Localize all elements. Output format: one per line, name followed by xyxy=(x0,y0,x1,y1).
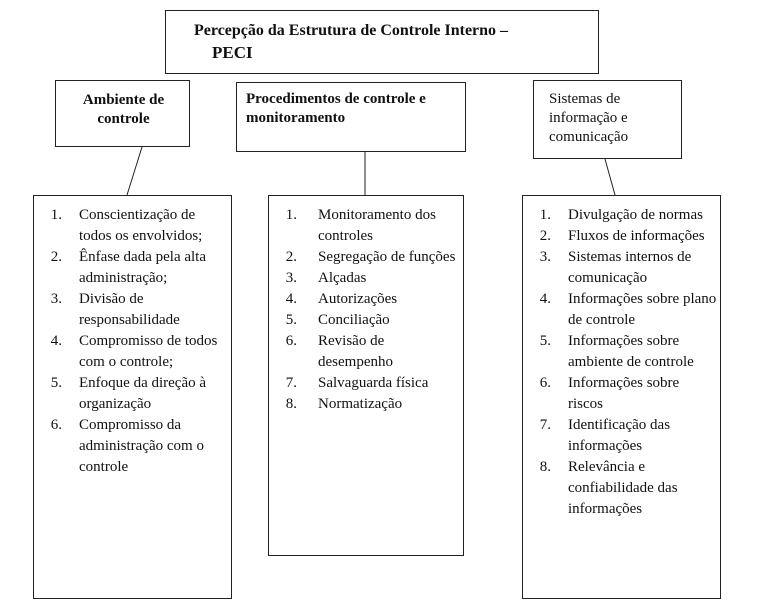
item-number: 5. xyxy=(50,375,62,391)
item-text: Segregação de funções xyxy=(318,249,456,265)
items-list xyxy=(46,205,226,478)
items-box-ambiente xyxy=(33,195,232,599)
item-number: 6. xyxy=(50,417,62,433)
title-line-1: Percepção da Estrutura de Controle Interno – xyxy=(194,22,509,39)
item-text: Revisão de desempenho xyxy=(318,333,393,370)
connector-right xyxy=(605,159,615,195)
item-text: Identificação das informações xyxy=(568,417,671,454)
item-text: Alçadas xyxy=(318,270,367,286)
list-item xyxy=(535,247,717,289)
list-item xyxy=(46,205,226,247)
list-item xyxy=(281,268,459,289)
list-item xyxy=(281,373,459,394)
title-line-2: PECI xyxy=(212,43,253,62)
item-text: Conciliação xyxy=(318,312,390,328)
list-item xyxy=(281,289,459,310)
item-number: 8. xyxy=(285,396,297,412)
item-text: Fluxos de informações xyxy=(568,228,705,244)
items-box-procedimentos xyxy=(268,195,464,556)
items-list xyxy=(535,205,717,520)
item-number: 5. xyxy=(285,312,297,328)
diagram-title xyxy=(194,20,594,64)
title-box xyxy=(165,10,599,74)
item-number: 4. xyxy=(539,291,551,307)
item-number: 1. xyxy=(539,207,551,223)
list-item xyxy=(535,331,717,373)
list-item xyxy=(46,331,226,373)
item-number: 3. xyxy=(285,270,297,286)
item-text: Divulgação de normas xyxy=(568,207,703,223)
list-item xyxy=(46,415,226,478)
item-number: 6. xyxy=(539,375,551,391)
list-item xyxy=(535,457,717,520)
category-heading: Ambiente de controle xyxy=(82,92,165,127)
item-text: Monitoramento dos controles xyxy=(318,207,436,244)
item-text: Compromisso de todos com o controle; xyxy=(79,333,218,370)
category-heading: Procedimentos de controle e monitoramento xyxy=(246,91,426,126)
list-item xyxy=(535,373,717,415)
item-number: 2. xyxy=(285,249,297,265)
items-list xyxy=(281,205,459,415)
list-item xyxy=(46,289,226,331)
list-item xyxy=(281,394,459,415)
list-item xyxy=(46,373,226,415)
item-number: 6. xyxy=(285,333,297,349)
item-text: Enfoque da direção à organização xyxy=(79,375,207,412)
item-text: Conscientização de todos os envolvidos; xyxy=(79,207,203,244)
connector-left xyxy=(127,147,142,195)
category-heading: Sistemas de informação e comunicação xyxy=(549,91,629,145)
item-text: Informações sobre plano de controle xyxy=(568,291,717,328)
list-item xyxy=(535,205,717,226)
item-text: Compromisso da administração com o controle xyxy=(79,417,204,475)
item-number: 3. xyxy=(50,291,62,307)
item-number: 1. xyxy=(285,207,297,223)
list-item xyxy=(535,226,717,247)
item-number: 7. xyxy=(539,417,551,433)
items-box-sistemas xyxy=(522,195,721,599)
item-number: 5. xyxy=(539,333,551,349)
list-item xyxy=(281,247,459,268)
item-number: 2. xyxy=(50,249,62,265)
item-text: Divisão de responsabilidade xyxy=(79,291,180,328)
item-number: 3. xyxy=(539,249,551,265)
item-number: 4. xyxy=(50,333,62,349)
list-item xyxy=(281,331,459,373)
item-number: 1. xyxy=(50,207,62,223)
item-number: 7. xyxy=(285,375,297,391)
list-item xyxy=(535,289,717,331)
item-text: Relevância e confiabilidade das informações xyxy=(568,459,678,517)
category-heading-box-sistemas xyxy=(533,80,682,159)
list-item xyxy=(281,310,459,331)
list-item xyxy=(281,205,459,247)
item-text: Salvaguarda física xyxy=(318,375,429,391)
item-text: Autorizações xyxy=(318,291,398,307)
item-number: 4. xyxy=(285,291,297,307)
item-text: Normatização xyxy=(318,396,403,412)
item-number: 2. xyxy=(539,228,551,244)
item-text: Informações sobre ambiente de controle xyxy=(568,333,694,370)
item-text: Sistemas internos de comunicação xyxy=(568,249,692,286)
list-item xyxy=(535,415,717,457)
item-text: Ênfase dada pela alta administração; xyxy=(79,249,207,286)
list-item xyxy=(46,247,226,289)
item-text: Informações sobre riscos xyxy=(568,375,680,412)
category-heading-box-procedimentos xyxy=(236,82,466,152)
category-heading-box-ambiente xyxy=(55,80,190,147)
item-number: 8. xyxy=(539,459,551,475)
